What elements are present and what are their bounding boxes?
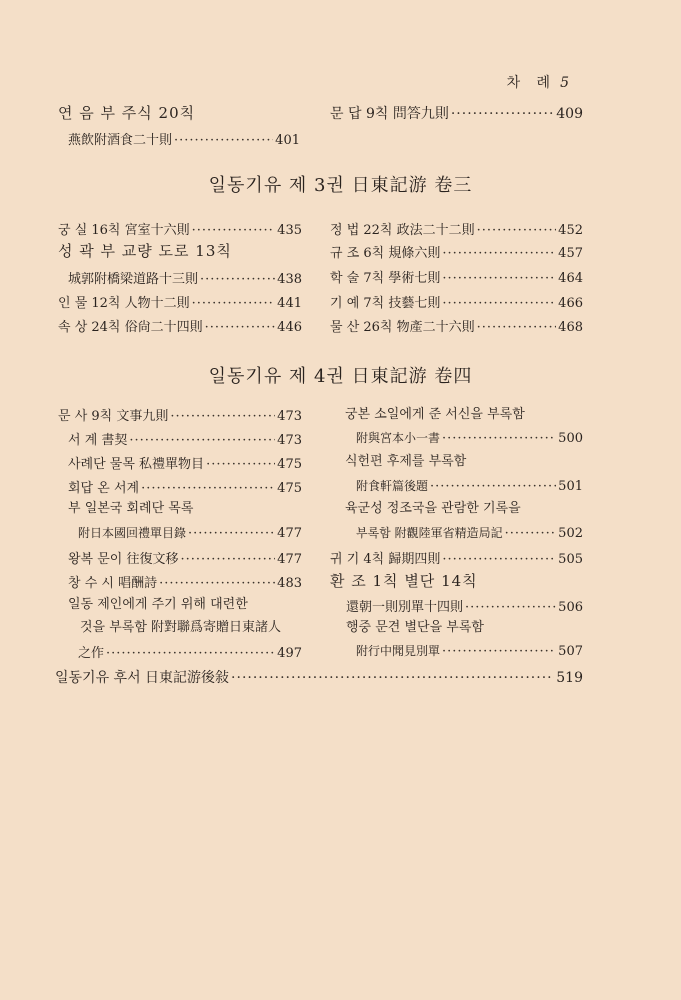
entry-label: 학 술 7칙 學術七則 (330, 271, 441, 286)
entry-page: 506 (558, 600, 583, 615)
leader-dots (465, 600, 556, 615)
toc-entry[interactable]: 연 음 부 주식 20칙 (58, 104, 196, 122)
toc-entry[interactable]: 환 조 1칙 별단 14칙 (330, 572, 478, 590)
entry-page: 475 (277, 481, 302, 496)
entry-page: 409 (556, 106, 583, 122)
entry-label: 궁 실 16칙 宮室十六則 (58, 223, 190, 238)
entry-page: 457 (558, 246, 583, 261)
entry-page: 507 (558, 644, 583, 659)
entry-page: 500 (558, 431, 583, 446)
leader-dots (192, 296, 276, 311)
leader-dots (141, 481, 275, 496)
entry-page: 452 (558, 223, 583, 238)
entry-label: 규 조 6칙 規條六則 (330, 246, 441, 261)
leader-dots (159, 576, 275, 591)
toc-entry[interactable]: 부 일본국 회례단 목록 (68, 501, 194, 516)
leader-dots (442, 271, 556, 286)
leader-dots (188, 526, 275, 541)
entry-label: 회답 온 서계 (68, 481, 140, 496)
leader-dots (505, 526, 557, 541)
entry-label: 문 답 9칙 問答九則 (330, 106, 449, 122)
entry-label: 城郭附橋梁道路十三則 (68, 272, 199, 287)
toc-entry[interactable] (68, 453, 302, 473)
leader-dots (106, 646, 275, 661)
toc-entry[interactable]: 것을 부록함 附對聯爲寄贈日東諸人 (80, 620, 282, 635)
toc-entry[interactable] (68, 268, 302, 288)
toc-entry[interactable] (58, 219, 302, 239)
toc-entry[interactable]: 육군성 정조국을 관람한 기록을 (345, 501, 521, 516)
entry-label: 속 상 24칙 俗尙二十四則 (58, 320, 203, 335)
toc-entry[interactable] (346, 596, 583, 616)
toc-entry[interactable] (78, 524, 302, 544)
toc-entry[interactable] (58, 292, 302, 312)
entry-page: 475 (277, 457, 302, 472)
entry-page: 473 (277, 409, 302, 424)
entry-label: 還朝一則別單十四則 (346, 600, 464, 615)
entry-label: 부록함 附觀陸軍省精造局記 (356, 526, 503, 540)
toc-entry[interactable] (330, 103, 583, 123)
toc-entry[interactable] (68, 429, 302, 449)
entry-label: 귀 기 4칙 歸期四則 (330, 552, 441, 567)
entry-label: 附日本國回禮單目錄 (78, 526, 187, 540)
leader-dots (174, 133, 273, 148)
toc-entry[interactable] (330, 219, 583, 239)
toc-entry[interactable] (68, 129, 300, 149)
entry-page: 501 (558, 479, 583, 494)
leader-dots (205, 320, 276, 335)
entry-page: 502 (558, 526, 583, 541)
entry-page: 473 (277, 433, 302, 448)
toc-entry[interactable] (58, 316, 302, 336)
entry-label: 문 사 9칙 文事九則 (58, 409, 169, 424)
toc-entry[interactable] (356, 429, 583, 449)
entry-label: 附行中聞見別單 (356, 644, 441, 658)
leader-dots (477, 320, 557, 335)
section-title: 일동기유 제 4권 日東記游 卷四 (208, 366, 473, 387)
leader-dots (231, 670, 554, 686)
leader-dots (129, 433, 275, 448)
leader-dots (451, 106, 554, 122)
entry-label: 왕복 문이 往復文移 (68, 552, 179, 567)
entry-page: 401 (275, 133, 300, 148)
leader-dots (442, 296, 556, 311)
toc-entry[interactable] (356, 642, 583, 662)
header-title: 차 례 (506, 75, 557, 91)
entry-page: 464 (558, 271, 583, 286)
toc-entry[interactable]: 궁본 소일에게 준 서신을 부록함 (345, 407, 525, 422)
toc-entry[interactable]: 식헌편 후제를 부록함 (345, 454, 467, 469)
leader-dots (430, 479, 556, 494)
section-title: 일동기유 제 3권 日東記游 卷三 (208, 175, 473, 196)
leader-dots (442, 246, 556, 261)
toc-entry[interactable]: 일동 제인에게 주기 위해 대련한 (68, 597, 248, 612)
entry-label: 일동기유 후서 日東記游後敍 (55, 670, 230, 686)
toc-entry[interactable] (330, 267, 583, 287)
entry-page: 519 (556, 670, 583, 686)
leader-dots (200, 272, 275, 287)
leader-dots (477, 223, 557, 238)
entry-label: 附與宮本小一書 (356, 431, 441, 445)
entry-page: 483 (277, 576, 302, 591)
entry-page: 477 (277, 526, 302, 541)
leader-dots (181, 552, 276, 567)
toc-entry[interactable] (78, 642, 302, 662)
leader-dots (442, 644, 556, 659)
toc-entry[interactable] (58, 405, 302, 425)
toc-entry[interactable] (330, 316, 583, 336)
entry-page: 477 (277, 552, 302, 567)
leader-dots (442, 431, 556, 446)
entry-page: 435 (277, 223, 302, 238)
toc-entry[interactable] (68, 572, 302, 592)
toc-entry[interactable] (356, 477, 583, 497)
toc-entry[interactable] (356, 524, 583, 544)
leader-dots (206, 457, 275, 472)
page-number: 5 (560, 75, 569, 91)
entry-page: 438 (277, 272, 302, 287)
entry-label: 燕飲附酒食二十則 (68, 133, 173, 148)
toc-entry[interactable] (330, 242, 583, 262)
entry-label: 기 예 7칙 技藝七則 (330, 296, 441, 311)
toc-entry[interactable]: 성 곽 부 교량 도로 13칙 (58, 242, 232, 260)
entry-label: 서 계 書契 (68, 433, 128, 448)
entry-label: 附食軒篇後題 (356, 479, 429, 493)
entry-label: 之作 (78, 646, 105, 661)
entry-page: 497 (277, 646, 302, 661)
toc-entry[interactable] (330, 548, 583, 568)
page-header (507, 72, 569, 92)
toc-entry[interactable] (330, 292, 583, 312)
entry-label: 정 법 22칙 政法二十二則 (330, 223, 475, 238)
entry-page: 468 (558, 320, 583, 335)
entry-page: 505 (558, 552, 583, 567)
toc-entry[interactable] (55, 667, 583, 687)
toc-entry[interactable]: 행중 문견 별단을 부록함 (346, 620, 484, 635)
entry-page: 441 (277, 296, 302, 311)
leader-dots (192, 223, 276, 238)
entry-label: 사례단 물목 私禮單物目 (68, 457, 205, 472)
entry-page: 466 (558, 296, 583, 311)
leader-dots (442, 552, 556, 567)
entry-label: 인 물 12칙 人物十二則 (58, 296, 190, 311)
entry-label: 창 수 시 唱酬詩 (68, 576, 158, 591)
leader-dots (170, 409, 275, 424)
toc-entry[interactable] (68, 477, 302, 497)
entry-page: 446 (277, 320, 302, 335)
entry-label: 물 산 26칙 物產二十六則 (330, 320, 475, 335)
toc-entry[interactable] (68, 548, 302, 568)
